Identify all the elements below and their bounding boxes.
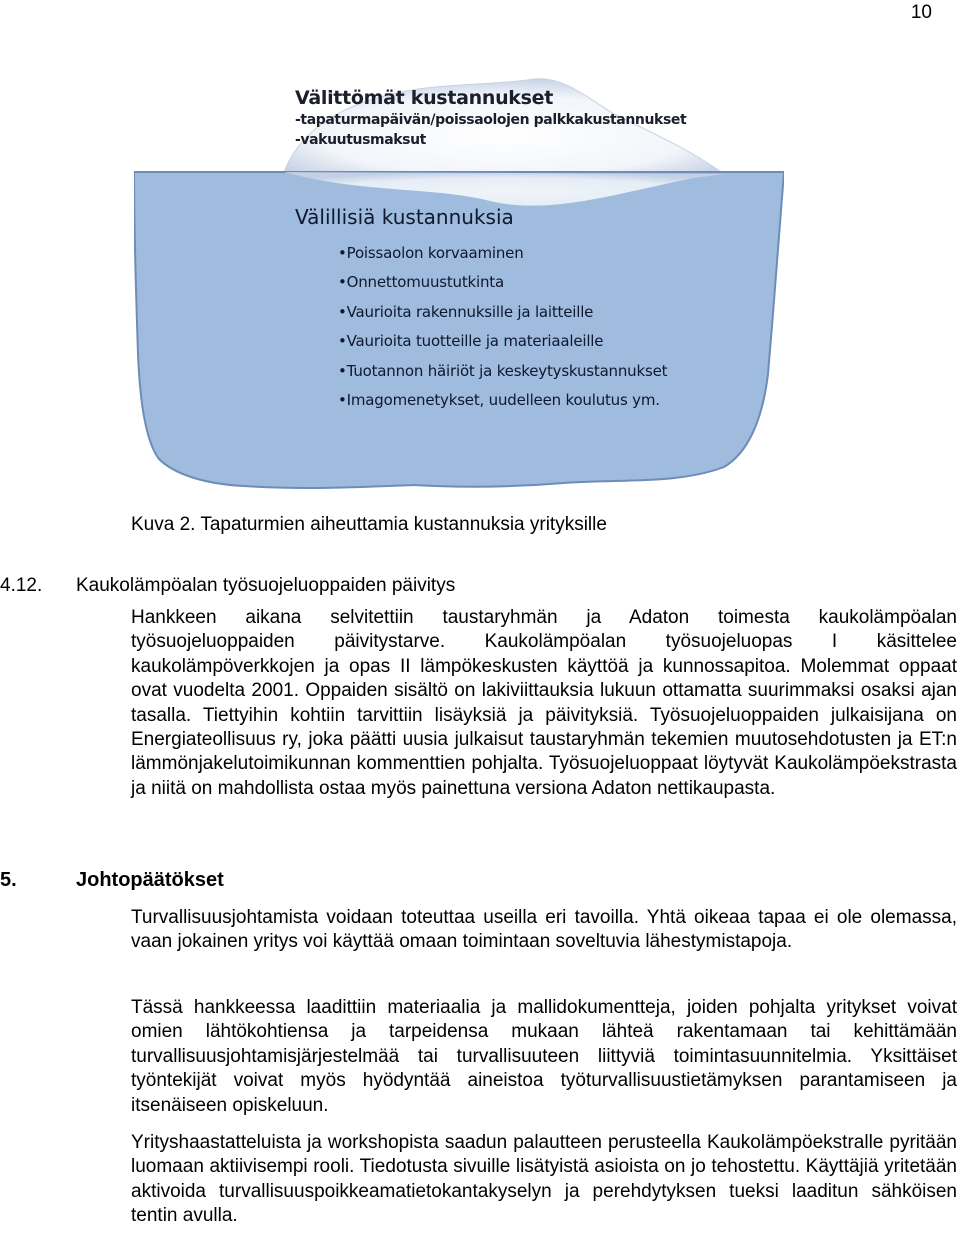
conclusion-paragraph-3: Yrityshaastatteluista ja workshopista saadun palautteen perusteella Kaukolämpöekstralle pyritään luomaan aktiivisempi rooli. Tiedotusta sivuille lisätyistä asioista on jo tehostettu. Käyttäjiä yritetään aktivoida turvallisuuspoikkeamatietokantakyselyn ja perehdytyksen tueksi laaditun sähköisen tentin avulla.: [131, 1132, 957, 1227]
direct-cost-item: -tapaturmapäivän/poissaolojen palkkakustannukset: [295, 112, 687, 128]
indirect-cost-item: •Vaurioita rakennuksille ja laitteille: [338, 302, 594, 321]
indirect-cost-item: •Imagomenetykset, uudelleen koulutus ym.: [338, 390, 660, 409]
indirect-cost-item: •Tuotannon häiriöt ja keskeytyskustannukset: [338, 361, 668, 380]
indirect-cost-item: •Vaurioita tuotteille ja materiaaleille: [338, 332, 604, 351]
section-number: 5.: [0, 869, 17, 891]
indirect-costs-title: Välillisiä kustannuksia: [295, 205, 514, 229]
section-4-12-paragraph: Hankkeen aikana selvitettiin taustaryhmän ja Adaton toimesta kaukolämpöalan työsuojeluoppaiden päivitystarve. Kaukolämpöalan työsuojeluopas I käsittelee kaukolämpöverkkojen ja opas II lämpökeskusten käyttöä ja kunnossapitoa. Molemmat oppaat ovat vuodelta 2001. Oppaiden sisältö on lakiviittauksia lukuun ottamatta suurimmaksi osaksi ajan tasalla. Tiettyihin kohtiin tarvittiin lisäyksiä ja päivityksiä. Työsuojeluoppaiden julkaisijana on Energiateollisuus ry, joka päätti uusia julkaisut taustaryhmän tekemien muutosehdotusten ja ET:n lämmönjakelutoimikunnan kommenttien pohjalta. Työsuojeluoppaat löytyvät Kaukolämpöekstrasta ja niitä on mahdollista ostaa myös painettuna versiona Adaton nettikaupasta.: [131, 607, 957, 799]
conclusion-paragraph-2: Tässä hankkeessa laadittiin materiaalia ja mallidokumentteja, joiden pohjalta yritykset voivat omien lähtökohtiensa ja tarpeidensa mukaan lähteä rakentamaan tai kehittämään turvallisuusjohtamisjärjestelmää tai turvallisuuteen liittyviä toimintasuunnitelmia. Yksittäiset työntekijät voivat myös hyödyntää aineistoa työturvallisuustietämyksen parantamiseen ja itsenäiseen opiskeluun.: [131, 997, 957, 1116]
page-number: 10: [910, 2, 932, 23]
indirect-cost-item: •Onnettomuustutkinta: [338, 273, 504, 292]
direct-cost-item: -vakuutusmaksut: [295, 132, 426, 148]
indirect-cost-item: •Poissaolon korvaaminen: [338, 244, 524, 262]
iceberg-figure: [134, 74, 784, 494]
indirect-costs-list: [338, 239, 667, 415]
figure-caption: Kuva 2. Tapaturmien aiheuttamia kustannuksia yrityksille: [131, 514, 607, 535]
section-title: Kaukolämpöalan työsuojeluoppaiden päivitys: [76, 575, 456, 596]
direct-costs-title: Välittömät kustannukset: [295, 87, 554, 109]
section-number: 4.12.: [0, 575, 43, 596]
section-title: Johtopäätökset: [76, 869, 224, 891]
conclusion-paragraph-1: Turvallisuusjohtamista voidaan toteuttaa useilla eri tavoilla. Yhtä oikeaa tapaa ei ole olemassa, vaan jokainen yritys voi käyttää omaan toimintaan soveltuvia lähestymistapoja.: [131, 907, 957, 953]
